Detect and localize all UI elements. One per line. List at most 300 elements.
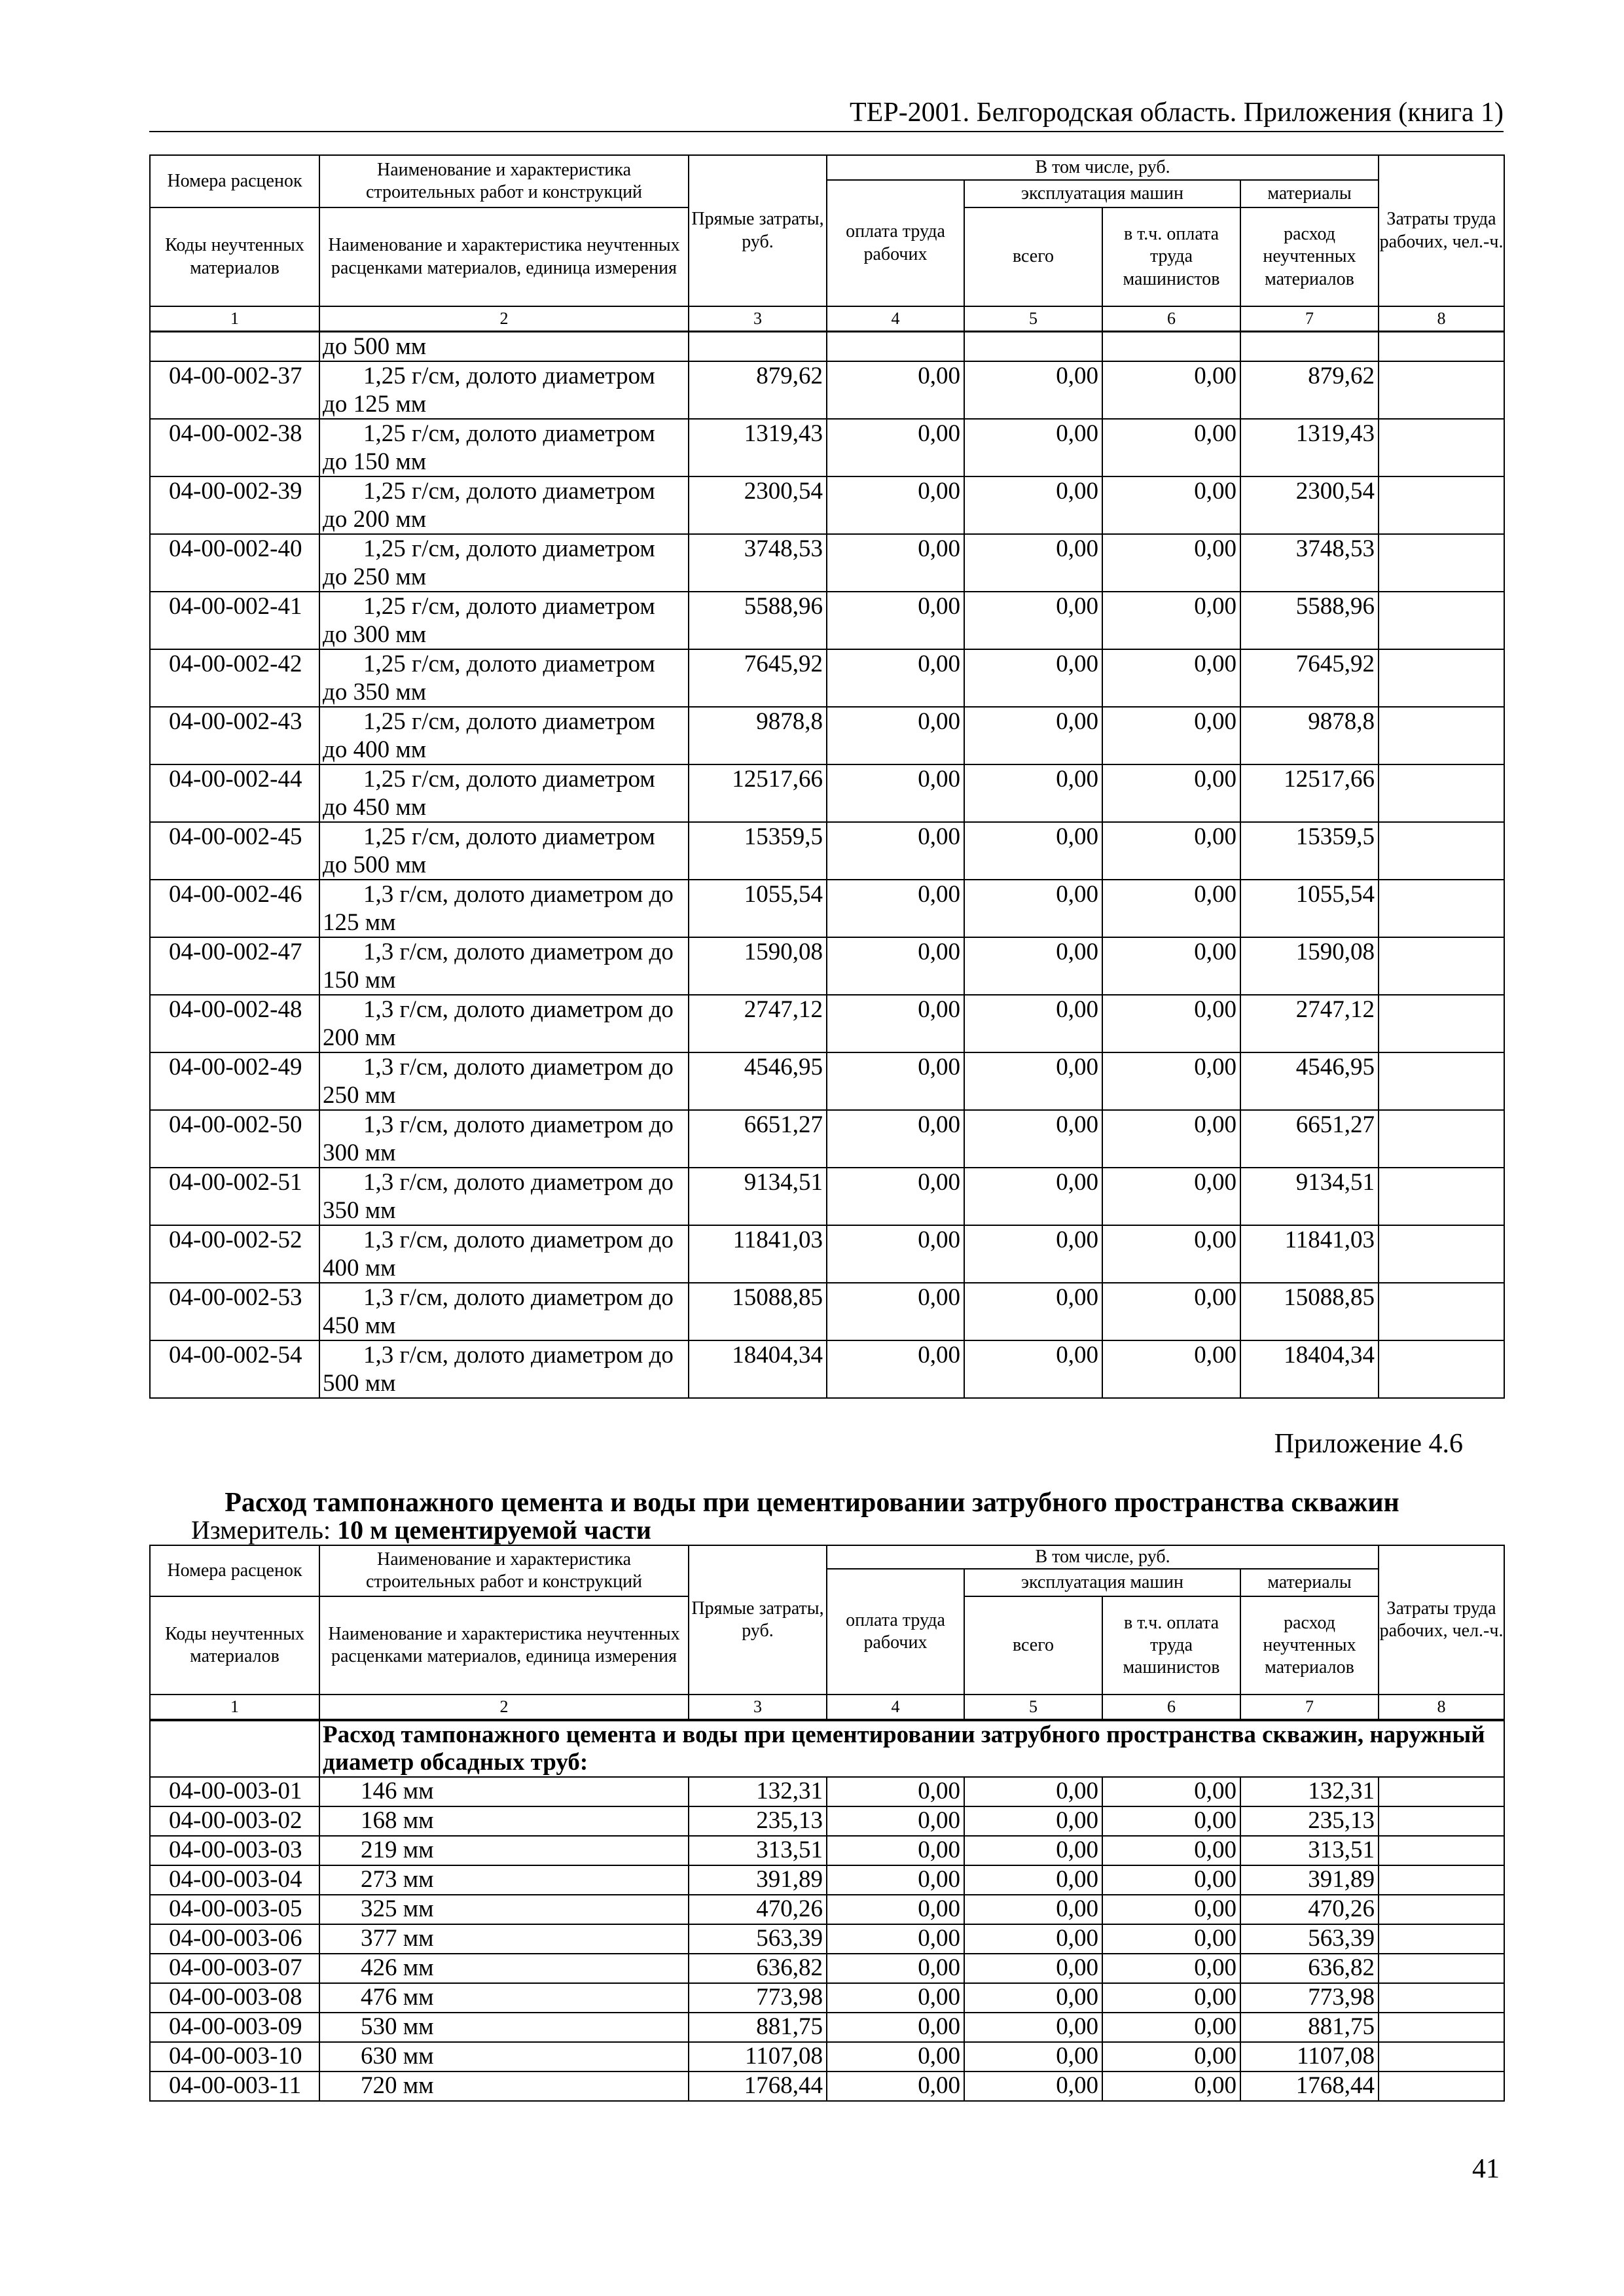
table-row [150, 361, 1504, 419]
row-code: 04-00-003-09 [150, 2013, 319, 2042]
row-machinists-pay: 0,00 [1102, 534, 1240, 592]
meter-label: Измеритель: [191, 1515, 331, 1545]
row-materials: 3748,53 [1240, 534, 1379, 592]
row-materials: 4546,95 [1240, 1052, 1379, 1110]
row-materials: 7645,92 [1240, 649, 1379, 707]
row-machines-total: 0,00 [964, 1225, 1102, 1283]
col-labor-header: Затраты труда рабочих, чел.-ч. [1379, 1545, 1504, 1695]
row-labor [1379, 1865, 1504, 1895]
row-name-line2: 150 мм [323, 967, 396, 994]
row-name-line2: до 150 мм [323, 448, 427, 475]
row-code: 04-00-002-52 [150, 1225, 319, 1283]
row-pay: 0,00 [827, 361, 964, 419]
row-labor [1379, 1954, 1504, 1983]
row-name-line1: 1,25 г/см, долото диаметром [363, 708, 655, 735]
row-materials: 879,62 [1240, 361, 1379, 419]
row-direct: 2747,12 [689, 995, 827, 1052]
row-labor [1379, 1983, 1504, 2013]
row-machines-total: 0,00 [964, 707, 1102, 764]
row-code: 04-00-002-54 [150, 1340, 319, 1398]
page-number: 41 [1472, 2154, 1500, 2184]
row-name [319, 1168, 689, 1225]
row-code: 04-00-002-51 [150, 1168, 319, 1225]
row-pay: 0,00 [827, 1983, 964, 2013]
row-code: 04-00-002-49 [150, 1052, 319, 1110]
row-machinists-pay: 0,00 [1102, 1052, 1240, 1110]
row-materials: 6651,27 [1240, 1110, 1379, 1168]
row-materials: 12517,66 [1240, 764, 1379, 822]
row-pay: 0,00 [827, 707, 964, 764]
row-name-line1: 1,3 г/см, долото диаметром до [363, 1111, 674, 1138]
table2-header [149, 1545, 1505, 1720]
row-materials: 15359,5 [1240, 822, 1379, 880]
table1-body [149, 331, 1505, 1399]
row-name [319, 361, 689, 419]
row-materials: 470,26 [1240, 1895, 1379, 1924]
row-pay: 0,00 [827, 1806, 964, 1836]
row-name-line1: 1,25 г/см, долото диаметром [363, 478, 655, 505]
row-machinists-pay: 0,00 [1102, 1168, 1240, 1225]
row-pay: 0,00 [827, 995, 964, 1052]
row-pay: 0,00 [827, 880, 964, 937]
row-labor [1379, 2072, 1504, 2101]
section-title: Расход тампонажного цемента и воды при цементировании затрубного пространства скважин [225, 1488, 1399, 1518]
row-code: 04-00-002-47 [150, 937, 319, 995]
row-machines-total: 0,00 [964, 1865, 1102, 1895]
row-name-line1: 1,3 г/см, долото диаметром до [363, 1342, 674, 1369]
row-name-line1: 1,25 г/см, долото диаметром [363, 593, 655, 620]
table-row [150, 2042, 1504, 2072]
row-code: 04-00-003-01 [150, 1777, 319, 1806]
row-name [319, 1340, 689, 1398]
row-machines-total: 0,00 [964, 937, 1102, 995]
col-incl-header: В том числе, руб. [827, 1545, 1379, 1569]
row-machines-total: 0,00 [964, 880, 1102, 937]
table-row [150, 476, 1504, 534]
table-row [150, 880, 1504, 937]
row-machines-total: 0,00 [964, 476, 1102, 534]
row-code: 04-00-002-41 [150, 592, 319, 649]
table-row [150, 649, 1504, 707]
row-pay: 0,00 [827, 476, 964, 534]
row-name-line1: 1,25 г/см, долото диаметром [363, 420, 655, 447]
row-machinists-pay: 0,00 [1102, 2013, 1240, 2042]
table-row [150, 822, 1504, 880]
row-name-line2: 450 мм [323, 1312, 396, 1339]
row-name [319, 764, 689, 822]
row-machines-total: 0,00 [964, 1777, 1102, 1806]
row-materials: 9134,51 [1240, 1168, 1379, 1225]
row-name-line2: 400 мм [323, 1255, 396, 1282]
row-labor [1379, 419, 1504, 476]
row-name [319, 880, 689, 937]
row-direct: 7645,92 [689, 649, 827, 707]
col-pay-header: оплата труда рабочих [827, 1569, 964, 1695]
row-machines-total: 0,00 [964, 419, 1102, 476]
row-name-line2: 250 мм [323, 1082, 396, 1109]
row-materials: 132,31 [1240, 1777, 1379, 1806]
row-materials: 18404,34 [1240, 1340, 1379, 1398]
row-labor [1379, 1806, 1504, 1836]
row-materials: 2747,12 [1240, 995, 1379, 1052]
col-num: 2 [319, 1695, 689, 1719]
col-incl-pay-header: в т.ч. оплата труда машинистов [1102, 207, 1240, 306]
row-direct: 6651,27 [689, 1110, 827, 1168]
row-materials: 1107,08 [1240, 2042, 1379, 2072]
row-machines-total: 0,00 [964, 2072, 1102, 2101]
table-row [150, 1168, 1504, 1225]
row-name-line2: до 300 мм [323, 621, 427, 648]
row-name-line2: до 350 мм [323, 679, 427, 706]
row-direct: 1319,43 [689, 419, 827, 476]
row-labor [1379, 2042, 1504, 2072]
row-name-line1: 1,3 г/см, долото диаметром до [363, 996, 674, 1023]
row-name-line1: 1,3 г/см, долото диаметром до [363, 1169, 674, 1196]
row-machinists-pay: 0,00 [1102, 1836, 1240, 1865]
row-materials: 881,75 [1240, 2013, 1379, 2042]
row-pay: 0,00 [827, 1895, 964, 1924]
row-code: 04-00-002-40 [150, 534, 319, 592]
col-consumption-header: расход неучтенных материалов [1240, 207, 1379, 306]
row-materials: 1590,08 [1240, 937, 1379, 995]
table-row [150, 1954, 1504, 1983]
col-num: 1 [150, 1695, 319, 1719]
row-name [319, 649, 689, 707]
row-direct: 636,82 [689, 1954, 827, 1983]
row-code: 04-00-002-45 [150, 822, 319, 880]
row-materials: 1768,44 [1240, 2072, 1379, 2101]
row-code: 04-00-002-50 [150, 1110, 319, 1168]
col-machines-header: эксплуатация машин [964, 180, 1240, 207]
row-name-line1: 1,3 г/см, долото диаметром до [363, 1227, 674, 1253]
row-pay: 0,00 [827, 1836, 964, 1865]
row-name-line2: до 250 мм [323, 564, 427, 590]
row-code: 04-00-003-08 [150, 1983, 319, 2013]
row-materials: 15088,85 [1240, 1283, 1379, 1340]
row-materials: 235,13 [1240, 1806, 1379, 1836]
col-mat-name-header: Наименование и характеристика неучтенных расценками материалов, единица измерения [319, 207, 689, 306]
appendix-label: Приложение 4.6 [1274, 1429, 1463, 1459]
row-name-line1: 1,3 г/см, долото диаметром до [363, 1054, 674, 1081]
row-materials: 11841,03 [1240, 1225, 1379, 1283]
row-name [319, 1225, 689, 1283]
header-rule [149, 131, 1504, 132]
row-machinists-pay: 0,00 [1102, 2072, 1240, 2101]
row-labor [1379, 764, 1504, 822]
row-labor [1379, 1283, 1504, 1340]
table-row [150, 1983, 1504, 2013]
row-labor [1379, 822, 1504, 880]
row-direct: 2300,54 [689, 476, 827, 534]
row-direct: 391,89 [689, 1865, 827, 1895]
row-labor [1379, 649, 1504, 707]
row-direct: 3748,53 [689, 534, 827, 592]
group-title-row [150, 1721, 1504, 1777]
row-name [319, 476, 689, 534]
row-labor [1379, 1777, 1504, 1806]
row-code: 04-00-002-44 [150, 764, 319, 822]
row-code: 04-00-002-42 [150, 649, 319, 707]
row-labor [1379, 1052, 1504, 1110]
row-name [319, 1283, 689, 1340]
row-code: 04-00-002-43 [150, 707, 319, 764]
row-materials: 1319,43 [1240, 419, 1379, 476]
row-pay: 0,00 [827, 2072, 964, 2101]
row-machinists-pay: 0,00 [1102, 1340, 1240, 1398]
row-name: 630 мм [319, 2042, 689, 2072]
row-machines-total: 0,00 [964, 2042, 1102, 2072]
row-materials: 563,39 [1240, 1924, 1379, 1954]
table-row [150, 1052, 1504, 1110]
row-name [319, 822, 689, 880]
row-name: 720 мм [319, 2072, 689, 2101]
col-num: 4 [827, 306, 964, 331]
table-row [150, 2072, 1504, 2101]
row-machines-total: 0,00 [964, 592, 1102, 649]
col-numbers-header: Номера расценок [150, 155, 319, 207]
row-labor [1379, 880, 1504, 937]
row-direct: 132,31 [689, 1777, 827, 1806]
row-direct: 313,51 [689, 1836, 827, 1865]
row-pay: 0,00 [827, 1052, 964, 1110]
row-machines-total: 0,00 [964, 822, 1102, 880]
row-machines-total: 0,00 [964, 361, 1102, 419]
col-num: 7 [1240, 1695, 1379, 1719]
row-direct: 470,26 [689, 1895, 827, 1924]
row-labor [1379, 361, 1504, 419]
row-machinists-pay: 0,00 [1102, 707, 1240, 764]
col-num: 6 [1102, 1695, 1240, 1719]
col-total-header: всего [964, 1596, 1102, 1695]
col-num: 6 [1102, 306, 1240, 331]
row-code: 04-00-003-05 [150, 1895, 319, 1924]
row-machines-total: 0,00 [964, 2013, 1102, 2042]
row-code: 04-00-003-03 [150, 1836, 319, 1865]
col-total-header: всего [964, 207, 1102, 306]
col-num: 8 [1379, 306, 1504, 331]
running-header: ТЕР-2001. Белгородская область. Приложения (книга 1) [850, 98, 1504, 128]
table-row [150, 1836, 1504, 1865]
row-labor [1379, 592, 1504, 649]
row-code: 04-00-002-46 [150, 880, 319, 937]
table2-body [149, 1720, 1505, 2102]
row-labor [1379, 1836, 1504, 1865]
col-num: 2 [319, 306, 689, 331]
row-pay: 0,00 [827, 764, 964, 822]
col-num: 8 [1379, 1695, 1504, 1719]
row-pay: 0,00 [827, 1110, 964, 1168]
meter-value: 10 м цементируемой части [337, 1515, 651, 1545]
col-name-header: Наименование и характеристика строительных работ и конструкций [319, 1545, 689, 1596]
table1-header [149, 154, 1505, 332]
row-machinists-pay: 0,00 [1102, 476, 1240, 534]
row-machines-total: 0,00 [964, 1168, 1102, 1225]
table-row [150, 419, 1504, 476]
table-row [150, 1924, 1504, 1954]
row-code: 04-00-002-39 [150, 476, 319, 534]
col-materials-header: материалы [1240, 180, 1379, 207]
row-machinists-pay: 0,00 [1102, 1225, 1240, 1283]
col-num: 7 [1240, 306, 1379, 331]
row-machinists-pay: 0,00 [1102, 995, 1240, 1052]
row-materials: 2300,54 [1240, 476, 1379, 534]
table-row [150, 707, 1504, 764]
table-row [150, 1110, 1504, 1168]
row-direct: 1590,08 [689, 937, 827, 995]
row-materials: 636,82 [1240, 1954, 1379, 1983]
row-pay: 0,00 [827, 1340, 964, 1398]
row-name [319, 995, 689, 1052]
col-num: 1 [150, 306, 319, 331]
row-labor [1379, 476, 1504, 534]
row-name-line1: 1,25 г/см, долото диаметром [363, 363, 655, 389]
row-direct: 1768,44 [689, 2072, 827, 2101]
row-direct: 881,75 [689, 2013, 827, 2042]
row-name [319, 1052, 689, 1110]
row-name-line2: 350 мм [323, 1197, 396, 1224]
table-row [150, 1340, 1504, 1398]
table-row [150, 1225, 1504, 1283]
row-name-line2: 200 мм [323, 1024, 396, 1051]
table-row [150, 2013, 1504, 2042]
row-labor [1379, 707, 1504, 764]
row-machines-total: 0,00 [964, 1924, 1102, 1954]
col-num: 4 [827, 1695, 964, 1719]
col-materials-header: материалы [1240, 1569, 1379, 1596]
row-direct: 1055,54 [689, 880, 827, 937]
col-mat-name-header: Наименование и характеристика неучтенных расценками материалов, единица измерения [319, 1596, 689, 1695]
row-code: 04-00-003-04 [150, 1865, 319, 1895]
row-name: 273 мм [319, 1865, 689, 1895]
row-machinists-pay: 0,00 [1102, 822, 1240, 880]
row-pay: 0,00 [827, 1168, 964, 1225]
row-machinists-pay: 0,00 [1102, 764, 1240, 822]
row-pay: 0,00 [827, 419, 964, 476]
row-name-line1: 1,25 г/см, долото диаметром [363, 823, 655, 850]
meter-line [191, 1515, 651, 1545]
table-row [150, 764, 1504, 822]
row-name-line2: до 450 мм [323, 794, 427, 821]
table-row [150, 1865, 1504, 1895]
row-pay: 0,00 [827, 1954, 964, 1983]
row-name: 530 мм [319, 2013, 689, 2042]
col-direct-header: Прямые затраты, руб. [689, 1545, 827, 1695]
table-row [150, 995, 1504, 1052]
table-row [150, 1806, 1504, 1836]
row-name: 325 мм [319, 1895, 689, 1924]
row-labor [1379, 995, 1504, 1052]
col-codes-header: Коды неучтенных материалов [150, 207, 319, 306]
row-pay: 0,00 [827, 1924, 964, 1954]
row-labor [1379, 937, 1504, 995]
row-name: 168 мм [319, 1806, 689, 1836]
row-labor [1379, 1340, 1504, 1398]
row-machines-total: 0,00 [964, 649, 1102, 707]
row-direct: 773,98 [689, 1983, 827, 2013]
row-materials: 313,51 [1240, 1836, 1379, 1865]
row-direct: 9134,51 [689, 1168, 827, 1225]
row-pay: 0,00 [827, 2013, 964, 2042]
row-code: 04-00-003-06 [150, 1924, 319, 1954]
col-name-header: Наименование и характеристика строительных работ и конструкций [319, 155, 689, 207]
row-labor [1379, 2013, 1504, 2042]
row-name: 426 мм [319, 1954, 689, 1983]
row-machines-total: 0,00 [964, 1340, 1102, 1398]
row-machinists-pay: 0,00 [1102, 361, 1240, 419]
col-incl-header: В том числе, руб. [827, 155, 1379, 180]
row-code: 04-00-003-02 [150, 1806, 319, 1836]
row-name [319, 534, 689, 592]
table-row [150, 1283, 1504, 1340]
row-machines-total: 0,00 [964, 1283, 1102, 1340]
row-machinists-pay: 0,00 [1102, 419, 1240, 476]
continuation-text: до 500 мм [319, 332, 689, 361]
row-name: 377 мм [319, 1924, 689, 1954]
row-name: 476 мм [319, 1983, 689, 2013]
row-pay: 0,00 [827, 1225, 964, 1283]
row-machines-total: 0,00 [964, 995, 1102, 1052]
row-labor [1379, 1895, 1504, 1924]
row-machinists-pay: 0,00 [1102, 1924, 1240, 1954]
row-machines-total: 0,00 [964, 764, 1102, 822]
row-direct: 18404,34 [689, 1340, 827, 1398]
row-name-line1: 1,25 г/см, долото диаметром [363, 651, 655, 677]
row-name-line2: до 400 мм [323, 736, 427, 763]
row-name-line2: до 125 мм [323, 391, 427, 418]
row-name-line1: 1,25 г/см, долото диаметром [363, 766, 655, 793]
row-code: 04-00-002-53 [150, 1283, 319, 1340]
row-machines-total: 0,00 [964, 1954, 1102, 1983]
row-machinists-pay: 0,00 [1102, 1806, 1240, 1836]
row-direct: 563,39 [689, 1924, 827, 1954]
row-pay: 0,00 [827, 822, 964, 880]
col-num: 5 [964, 1695, 1102, 1719]
row-code: 04-00-003-10 [150, 2042, 319, 2072]
row-pay: 0,00 [827, 534, 964, 592]
table-row [150, 592, 1504, 649]
row-machinists-pay: 0,00 [1102, 937, 1240, 995]
row-labor [1379, 534, 1504, 592]
row-direct: 9878,8 [689, 707, 827, 764]
row-direct: 12517,66 [689, 764, 827, 822]
row-labor [1379, 1225, 1504, 1283]
row-materials: 5588,96 [1240, 592, 1379, 649]
row-direct: 15088,85 [689, 1283, 827, 1340]
row-machinists-pay: 0,00 [1102, 1895, 1240, 1924]
row-name [319, 419, 689, 476]
row-machines-total: 0,00 [964, 1110, 1102, 1168]
row-direct: 11841,03 [689, 1225, 827, 1283]
col-incl-pay-header: в т.ч. оплата труда машинистов [1102, 1596, 1240, 1695]
row-materials: 1055,54 [1240, 880, 1379, 937]
row-name [319, 937, 689, 995]
row-pay: 0,00 [827, 592, 964, 649]
row-machines-total: 0,00 [964, 1895, 1102, 1924]
row-machinists-pay: 0,00 [1102, 1954, 1240, 1983]
row-direct: 879,62 [689, 361, 827, 419]
col-machines-header: эксплуатация машин [964, 1569, 1240, 1596]
row-name-line1: 1,3 г/см, долото диаметром до [363, 1284, 674, 1311]
row-code: 04-00-002-38 [150, 419, 319, 476]
row-machinists-pay: 0,00 [1102, 880, 1240, 937]
row-name [319, 592, 689, 649]
row-machinists-pay: 0,00 [1102, 1865, 1240, 1895]
row-machinists-pay: 0,00 [1102, 1110, 1240, 1168]
group-title: Расход тампонажного цемента и воды при цементировании затрубного пространства скважин, наружный диаметр обсадных труб: [319, 1721, 1504, 1777]
col-num: 3 [689, 1695, 827, 1719]
table-row [150, 1777, 1504, 1806]
row-pay: 0,00 [827, 1777, 964, 1806]
